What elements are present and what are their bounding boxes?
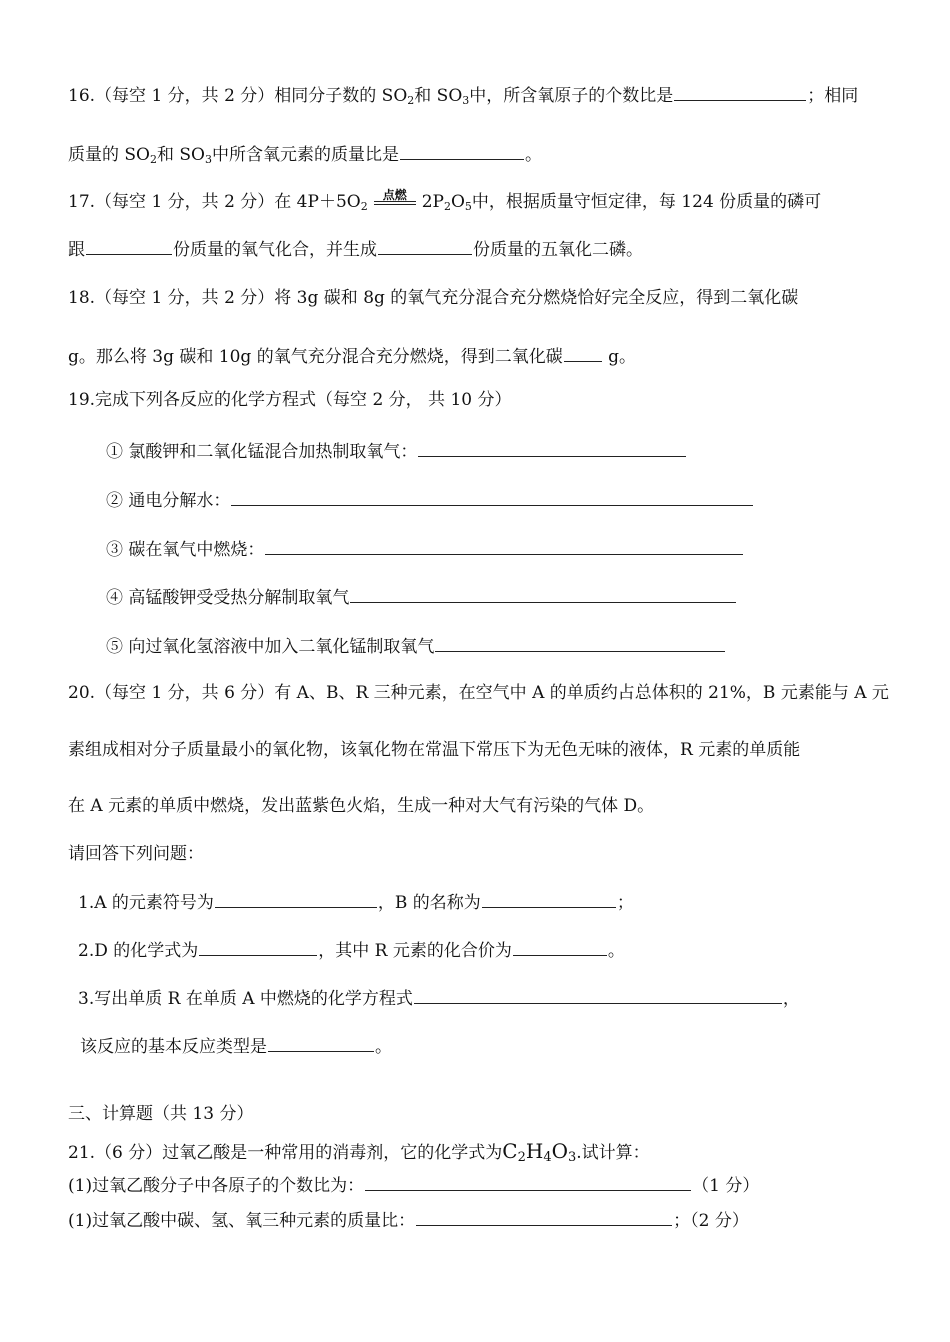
q18-text-c: g。 bbox=[602, 347, 637, 367]
q17-text-b: 2P bbox=[421, 192, 444, 212]
q21-text-b: .试计算： bbox=[576, 1143, 650, 1163]
q20-line3 bbox=[68, 792, 654, 820]
q20-text-3: 在 A 元素的单质中燃烧，发出蓝紫色火焰，生成一种对大气有污染的气体 D。 bbox=[68, 796, 655, 816]
q21-p2-b: ；（2 分） bbox=[673, 1211, 749, 1231]
section-heading-text: 三、计算题（共 13 分） bbox=[68, 1104, 254, 1124]
q20-blank-formula[interactable] bbox=[199, 935, 317, 956]
q18-line2 bbox=[68, 341, 636, 369]
q17-text-c: O bbox=[450, 192, 465, 212]
q20-prompt bbox=[68, 840, 204, 868]
q20-s2-c: 。 bbox=[607, 941, 625, 961]
q19-item bbox=[106, 485, 754, 513]
q21-p1-b: （1 分） bbox=[692, 1176, 760, 1196]
q17-text-d: 中，根据质量守恒定律，每 124 份质量的磷可 bbox=[471, 192, 822, 212]
q20-line2 bbox=[68, 736, 800, 764]
formula-h: H bbox=[525, 1139, 544, 1163]
q20-text-1: 20.（每空 1 分，共 6 分）有 A、B、R 三种元素，在空气中 A 的单质约占总体积的 21%，B 元素能与 A 元 bbox=[68, 683, 889, 703]
equals-bar bbox=[374, 201, 416, 202]
q20-s3-b: ， bbox=[782, 989, 800, 1009]
q20-s1-b: ，B 的名称为 bbox=[377, 893, 481, 913]
q17-sub: 5 bbox=[464, 200, 472, 213]
q19-item-label: ① 氯酸钾和二氧化锰混合加热制取氧气： bbox=[106, 442, 418, 462]
q20-s2-a: 2.D 的化学式为 bbox=[78, 941, 199, 961]
formula-o: O bbox=[551, 1139, 568, 1163]
q16-line1 bbox=[68, 80, 858, 108]
q18-line1 bbox=[68, 284, 798, 312]
q21-p2-a: (1)过氧乙酸中碳、氢、氧三种元素的质量比： bbox=[68, 1211, 416, 1231]
q16-sub: 3 bbox=[462, 94, 470, 107]
q19-item-label: ② 通电分解水： bbox=[106, 491, 231, 511]
q20-prompt-text: 请回答下列问题： bbox=[68, 844, 204, 864]
q17-sub: 2 bbox=[443, 200, 451, 213]
q19-blank-3[interactable] bbox=[265, 534, 743, 555]
q17-text-g: 份质量的五氧化二磷。 bbox=[473, 240, 643, 260]
q19-item-label: ⑤ 向过氧化氢溶液中加入二氧化锰制取氧气 bbox=[106, 637, 435, 657]
q16-line2 bbox=[68, 139, 542, 167]
q20-blank-valence[interactable] bbox=[513, 935, 607, 956]
q16-text-c: 中，所含氧原子的个数比是 bbox=[469, 86, 674, 106]
q16-text-e: 质量的 SO bbox=[68, 145, 150, 165]
q19-item bbox=[106, 631, 726, 659]
q20-s4-b: 。 bbox=[375, 1037, 392, 1057]
q20-text-2: 素组成相对分子质量最小的氧化物，该氧化物在常温下常压下为无色无味的液体，R 元素的单质能 bbox=[68, 740, 801, 760]
q21-text-a: 21.（6 分）过氧乙酸是一种常用的消毒剂，它的化学式为 bbox=[68, 1143, 503, 1163]
q20-blank-name[interactable] bbox=[482, 887, 616, 908]
q20-s3-a: 3.写出单质 R 在单质 A 中燃烧的化学方程式 bbox=[78, 989, 413, 1009]
q17-blank-1[interactable] bbox=[86, 234, 172, 255]
q20-s2-b: ，其中 R 元素的化合价为 bbox=[318, 941, 512, 961]
q17-line2 bbox=[68, 234, 643, 262]
q16-blank-1[interactable] bbox=[674, 80, 806, 101]
q19-item-label: ④ 高锰酸钾受受热分解制取氧气 bbox=[106, 588, 350, 608]
q20-sub-1 bbox=[78, 887, 634, 915]
q20-blank-equation[interactable] bbox=[414, 983, 782, 1004]
formula-sub: 4 bbox=[543, 1150, 552, 1165]
equals-bar bbox=[374, 204, 416, 205]
q19-blank-5[interactable] bbox=[435, 631, 725, 652]
reaction-condition-sign bbox=[372, 188, 418, 216]
q21-part-2 bbox=[68, 1205, 749, 1233]
q19-title-text: 19.完成下列各反应的化学方程式（每空 2 分， 共 10 分） bbox=[68, 390, 512, 410]
q17-text-f: 份质量的氧气化合，并生成 bbox=[173, 240, 377, 260]
q20-sub-3 bbox=[78, 983, 800, 1011]
q16-text-h: 。 bbox=[525, 145, 542, 165]
q21-p1-a: (1)过氧乙酸分子中各原子的个数比为： bbox=[68, 1176, 365, 1196]
q21-line1 bbox=[68, 1137, 650, 1165]
q17-line1 bbox=[68, 188, 821, 216]
q16-text-d: ；相同 bbox=[807, 86, 859, 106]
q19-blank-2[interactable] bbox=[231, 485, 753, 506]
q16-blank-2[interactable] bbox=[400, 139, 524, 160]
q21-part-1 bbox=[68, 1170, 759, 1198]
q20-blank-type[interactable] bbox=[268, 1031, 374, 1052]
q20-sub-4 bbox=[80, 1031, 392, 1059]
formula-sub: 3 bbox=[568, 1150, 577, 1165]
q16-text-b: 和 SO bbox=[414, 86, 463, 106]
q18-text-b: g。那么将 3g 碳和 10g 的氧气充分混合充分燃烧，得到二氧化碳 bbox=[68, 347, 563, 367]
q19-item bbox=[106, 436, 687, 464]
q16-sub: 2 bbox=[150, 153, 157, 166]
q19-item bbox=[106, 534, 744, 562]
q19-item bbox=[106, 582, 737, 610]
q16-text-f: 和 SO bbox=[157, 145, 205, 165]
q20-line1 bbox=[68, 679, 889, 707]
formula-sub: 2 bbox=[517, 1150, 526, 1165]
q20-blank-symbol[interactable] bbox=[215, 887, 377, 908]
q16-text-a: 16.（每空 1 分，共 2 分）相同分子数的 SO bbox=[68, 86, 408, 106]
q17-text-e: 跟 bbox=[68, 240, 85, 260]
q19-blank-4[interactable] bbox=[350, 582, 736, 603]
q17-blank-2[interactable] bbox=[378, 234, 472, 255]
q17-sub: 2 bbox=[360, 200, 368, 213]
q19-blank-1[interactable] bbox=[418, 436, 686, 457]
q18-blank[interactable] bbox=[564, 341, 602, 362]
q21-blank-1[interactable] bbox=[365, 1170, 691, 1191]
q19-item-label: ③ 碳在氧气中燃烧： bbox=[106, 540, 265, 560]
q21-blank-2[interactable] bbox=[416, 1205, 672, 1226]
reaction-condition-label: 点燃 bbox=[382, 188, 407, 202]
q16-sub: 3 bbox=[205, 153, 212, 166]
q21-formula bbox=[502, 1139, 576, 1163]
formula-c: C bbox=[502, 1139, 518, 1163]
q18-text-a: 18.（每空 1 分，共 2 分）将 3g 碳和 8g 的氧气充分混合充分燃烧恰好完全反应，得到二氧化碳 bbox=[68, 288, 799, 308]
q20-sub-2 bbox=[78, 935, 625, 963]
q16-sub: 2 bbox=[407, 94, 415, 107]
q20-s4-a: 该反应的基本反应类型是 bbox=[80, 1037, 267, 1057]
q20-s1-c: ； bbox=[616, 893, 634, 913]
q17-text-a: 17.（每空 1 分，共 2 分）在 4P＋5O bbox=[68, 192, 361, 212]
q19-title bbox=[68, 386, 512, 414]
q20-s1-a: 1.A 的元素符号为 bbox=[78, 893, 214, 913]
q16-text-g: 中所含氧元素的质量比是 bbox=[212, 145, 399, 165]
section-heading bbox=[68, 1100, 253, 1128]
